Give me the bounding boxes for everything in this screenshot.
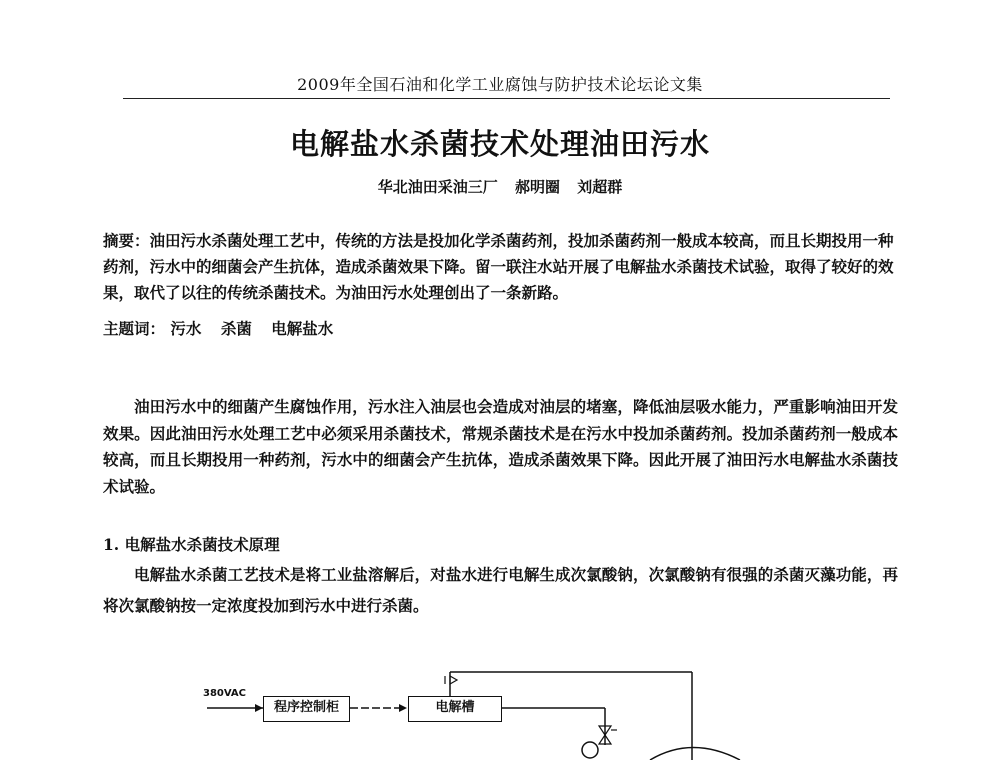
keyword: 污水 [170, 319, 202, 338]
author-1: 郝明圈 [514, 178, 560, 196]
running-header: 2009年全国石油和化学工业腐蚀与防护技术论坛论文集 [297, 75, 703, 94]
control-cabinet-box: 程序控制柜 [263, 696, 350, 722]
section-heading: 1. 电解盐水杀菌技术原理 [103, 535, 280, 554]
affiliation: 华北油田采油三厂 [377, 178, 498, 196]
intro-paragraph: 油田污水中的细菌产生腐蚀作用，污水注入油层也会造成对油层的堵塞，降低油层吸水能力，严重影响油田开发效果。因此油田污水处理工艺中必须采用杀菌技术，常规杀菌技术是在污水中投加杀菌药剂。投加杀菌药剂一般成本较高，而且长期投用一种药剂，污水中的细菌会产生抗体，造成杀菌效果下降。因此开展了油田污水电解盐水杀菌技术试验。 [103, 397, 898, 496]
keywords-label: 主题词： [103, 319, 166, 338]
keyword: 电解盐水 [271, 319, 334, 338]
process-diagram [195, 640, 755, 760]
power-label: 380VAC [203, 688, 247, 699]
keywords [103, 317, 347, 339]
paper-title: 电解盐水杀菌技术处理油田污水 [289, 127, 710, 161]
abstract-text: 油田污水杀菌处理工艺中，传统的方法是投加化学杀菌药剂，投加杀菌药剂一般成本较高，而且长期投用一种药剂，污水中的细菌会产生抗体，造成杀菌效果下降。留一联注水站开展了电解盐水杀菌技术试验，取得了较好的效果，取代了以往的传统杀菌技术。为油田污水处理创出了一条新路。 [103, 231, 894, 302]
author-2: 刘超群 [577, 178, 623, 196]
section-paragraph: 电解盐水杀菌工艺技术是将工业盐溶解后，对盐水进行电解生成次氯酸钠，次氯酸钠有很强的杀菌灭藻功能，再将次氯酸钠按一定浓度投加到污水中进行杀菌。 [103, 565, 898, 615]
abstract [103, 228, 898, 306]
authors [0, 176, 1000, 197]
header-rule [123, 98, 890, 99]
keyword: 杀菌 [220, 319, 252, 338]
electrolyzer-box: 电解槽 [408, 696, 502, 722]
abstract-label: 摘要： [103, 231, 150, 250]
